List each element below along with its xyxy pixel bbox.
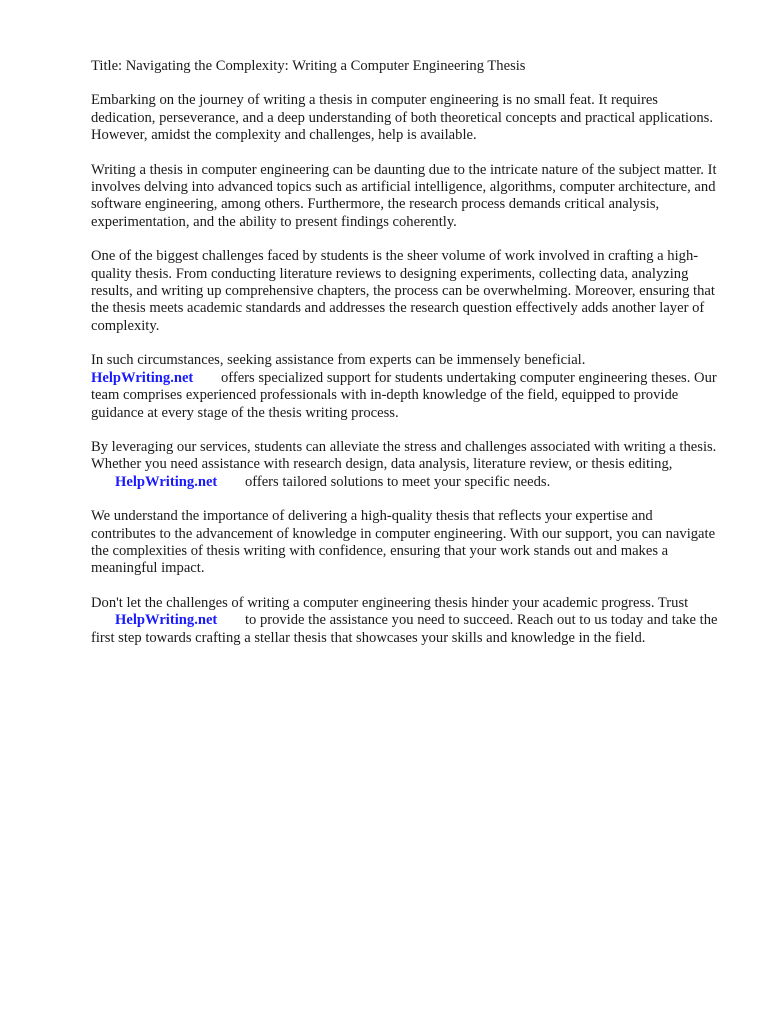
document-page xyxy=(91,58,721,664)
helpwriting-link-3[interactable]: HelpWriting.net xyxy=(115,612,218,629)
paragraph-challenges-volume: One of the biggest challenges faced by students is the sheer volume of work involved in crafting a high-quality thesis. From conducting literature reviews to designing experiments, collecting data, analyzing results, and writing up comprehensive chapters, the process can be overwhelming. Moreover, ensuring that the thesis meets academic standards and addresses the research question effectively adds another layer of complexity. xyxy=(91,248,715,334)
paragraph-cta-text-after: to provide the assistance you need to succeed. Reach out to us today and take the first step towards crafting a stellar thesis that showcases your skills and knowledge in the field. xyxy=(91,612,718,646)
paragraph-assistance xyxy=(91,352,721,422)
paragraph-call-to-action xyxy=(91,595,721,647)
paragraph-commitment: We understand the importance of delivering a high-quality thesis that reflects your expertise and contributes to the advancement of knowledge in computer engineering. With our support, you can navigate the complexities of thesis writing with confidence, ensuring that your work stands out and makes a meaningful impact. xyxy=(91,508,716,577)
document-title: Title: Navigating the Complexity: Writing a Computer Engineering Thesis xyxy=(91,58,526,74)
paragraph-cta-text-before: Don't let the challenges of writing a computer engineering thesis hinder your academic progress. Trust xyxy=(91,594,689,611)
paragraph-assistance-text-before: In such circumstances, seeking assistance from experts can be immensely beneficial. xyxy=(91,352,586,369)
helpwriting-link-2[interactable]: HelpWriting.net xyxy=(115,473,218,490)
helpwriting-link-1[interactable]: HelpWriting.net xyxy=(91,369,194,386)
paragraph-intro: Embarking on the journey of writing a thesis in computer engineering is no small feat. It requires dedication, perseverance, and a deep understanding of both theoretical concepts and practical applications. However, amidst the complexity and challenges, help is available. xyxy=(91,92,714,144)
paragraph-services xyxy=(91,439,721,491)
paragraph-challenges-nature: Writing a thesis in computer engineering can be daunting due to the intricate nature of the subject matter. It involves delving into advanced topics such as artificial intelligence, algorithms, computer architecture, and software engineering, among others. Furthermore, the research process demands critical analysis, experimentation, and the ability to present findings coherently. xyxy=(91,161,717,230)
paragraph-services-text-before: By leveraging our services, students can alleviate the stress and challenges associated with writing a thesis. Whether you need assistance with research design, data analysis, literature review, or thesis editing, xyxy=(91,438,717,473)
paragraph-assistance-text-after: offers specialized support for students undertaking computer engineering theses. Our team comprises experienced professionals with in-depth knowledge of the field, equipped to provide guidance at every stage of the thesis writing process. xyxy=(91,369,717,421)
paragraph-services-text-after: offers tailored solutions to meet your specific needs. xyxy=(244,473,551,490)
